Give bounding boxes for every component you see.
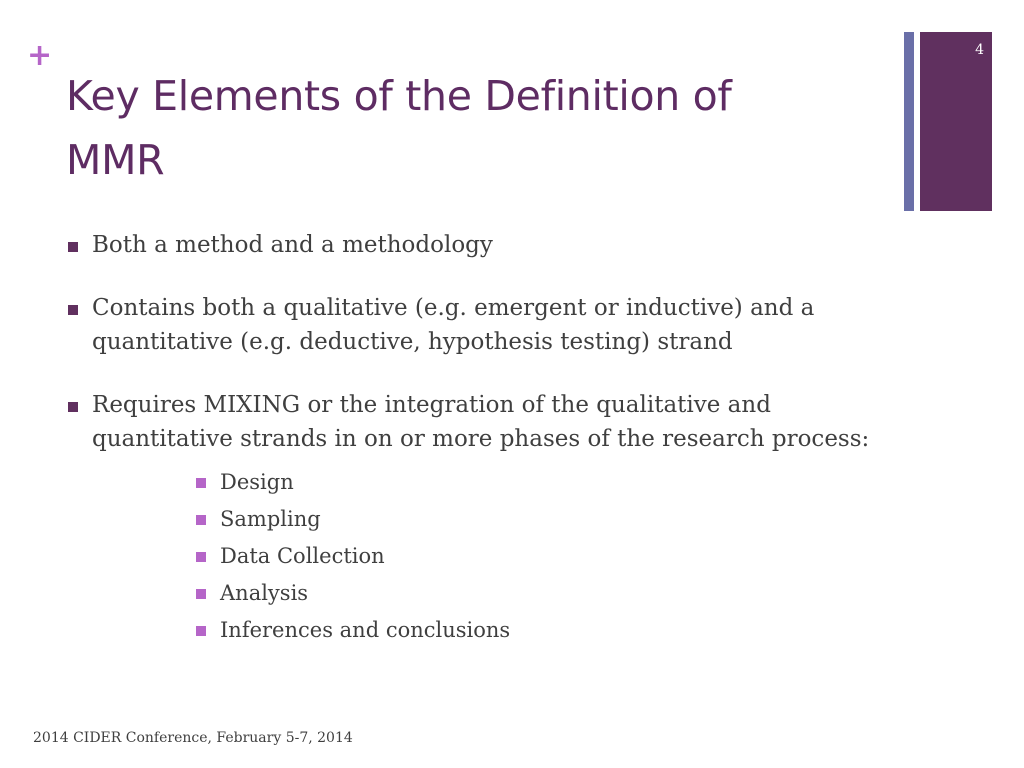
plus-icon: + [27,38,53,73]
square-bullet-icon [196,589,206,599]
bullet-item [66,228,896,262]
square-bullet-icon [68,305,78,315]
sub-bullet-item [194,612,896,649]
sub-bullet-text: Design [220,470,294,494]
slide-title [66,64,886,192]
slide-title-line-2: MMR [66,136,165,184]
sub-bullet-text: Inferences and conclusions [220,618,511,642]
sub-bullet-text: Analysis [220,581,309,605]
square-bullet-icon [68,402,78,412]
sub-bullet-item [194,538,896,575]
bullet-list [66,228,896,678]
square-bullet-icon [196,552,206,562]
bullet-text: Both a method and a methodology [92,232,493,258]
slide-footer: 2014 CIDER Conference, February 5-7, 2014 [33,730,353,746]
square-bullet-icon [68,242,78,252]
sub-bullet-text: Data Collection [220,544,385,568]
sub-bullet-item [194,575,896,612]
bullet-item [66,291,896,359]
sub-bullet-text: Sampling [220,507,321,531]
slide-number: 4 [975,42,984,58]
square-bullet-icon [196,626,206,636]
bullet-item [66,388,896,649]
bullet-text: Contains both a qualitative (e.g. emergent or inductive) and a quantitative (e.g. deductive, hypothesis testing) strand [92,295,815,355]
accent-stripe [904,32,914,211]
sub-bullet-list [92,464,896,649]
accent-block [920,32,992,211]
square-bullet-icon [196,478,206,488]
sub-bullet-item [194,501,896,538]
bullet-text: Requires MIXING or the integration of the qualitative and quantitative strands in on or more phases of the research process: [92,392,870,452]
slide-title-line-1: Key Elements of the Definition of [66,72,732,120]
square-bullet-icon [196,515,206,525]
sub-bullet-item [194,464,896,501]
